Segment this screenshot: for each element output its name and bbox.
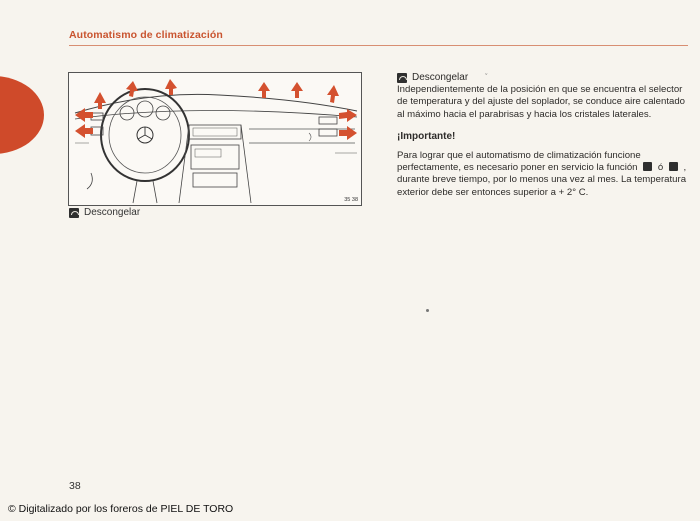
figure-caption — [69, 207, 140, 218]
recirculation-icon — [669, 162, 678, 171]
defrost-description: Independientemente de la posición en que se encuentra el selector de temperatura y del ajuste del soplador, se conduce aire calentado al máximo hacia el parabrisas y hacia los cristales laterales. — [397, 84, 685, 120]
chapter-tab-marker — [0, 76, 44, 154]
defrost-icon — [397, 73, 407, 83]
paper-speck — [426, 309, 429, 312]
important-text-part-2: , durante breve tiempo, por lo menos una vez al mes. La temperatura exterior debe ser entonces superior a + 2° C. — [397, 162, 687, 198]
auto-climate-icon — [643, 162, 652, 171]
section-title: Automatismo de climatización — [69, 29, 223, 41]
important-heading: ¡Importante! — [397, 130, 456, 142]
important-text-or: ó — [657, 162, 664, 174]
page-number: 38 — [69, 480, 81, 492]
defrost-heading — [397, 72, 687, 84]
airflow-arrows — [75, 79, 357, 140]
important-paragraph — [397, 150, 687, 199]
text-column — [397, 72, 687, 199]
tick-mark-icon: ˇ — [485, 74, 488, 81]
dashboard-illustration — [68, 72, 362, 206]
defrost-icon — [69, 208, 79, 218]
figure-code: 35 38 — [344, 197, 358, 203]
figure-caption-text: Descongelar — [84, 207, 141, 218]
defrost-heading-text: Descongelar — [412, 72, 469, 83]
dashboard-drawing — [69, 73, 361, 205]
title-divider — [69, 45, 688, 46]
important-text-part-1: Para lograr que el automatismo de climatización funcione perfectamente, es necesario poner en servicio la función — [397, 150, 641, 174]
scan-credit: © Digitalizado por los foreros de PIEL DE TORO — [8, 503, 234, 515]
